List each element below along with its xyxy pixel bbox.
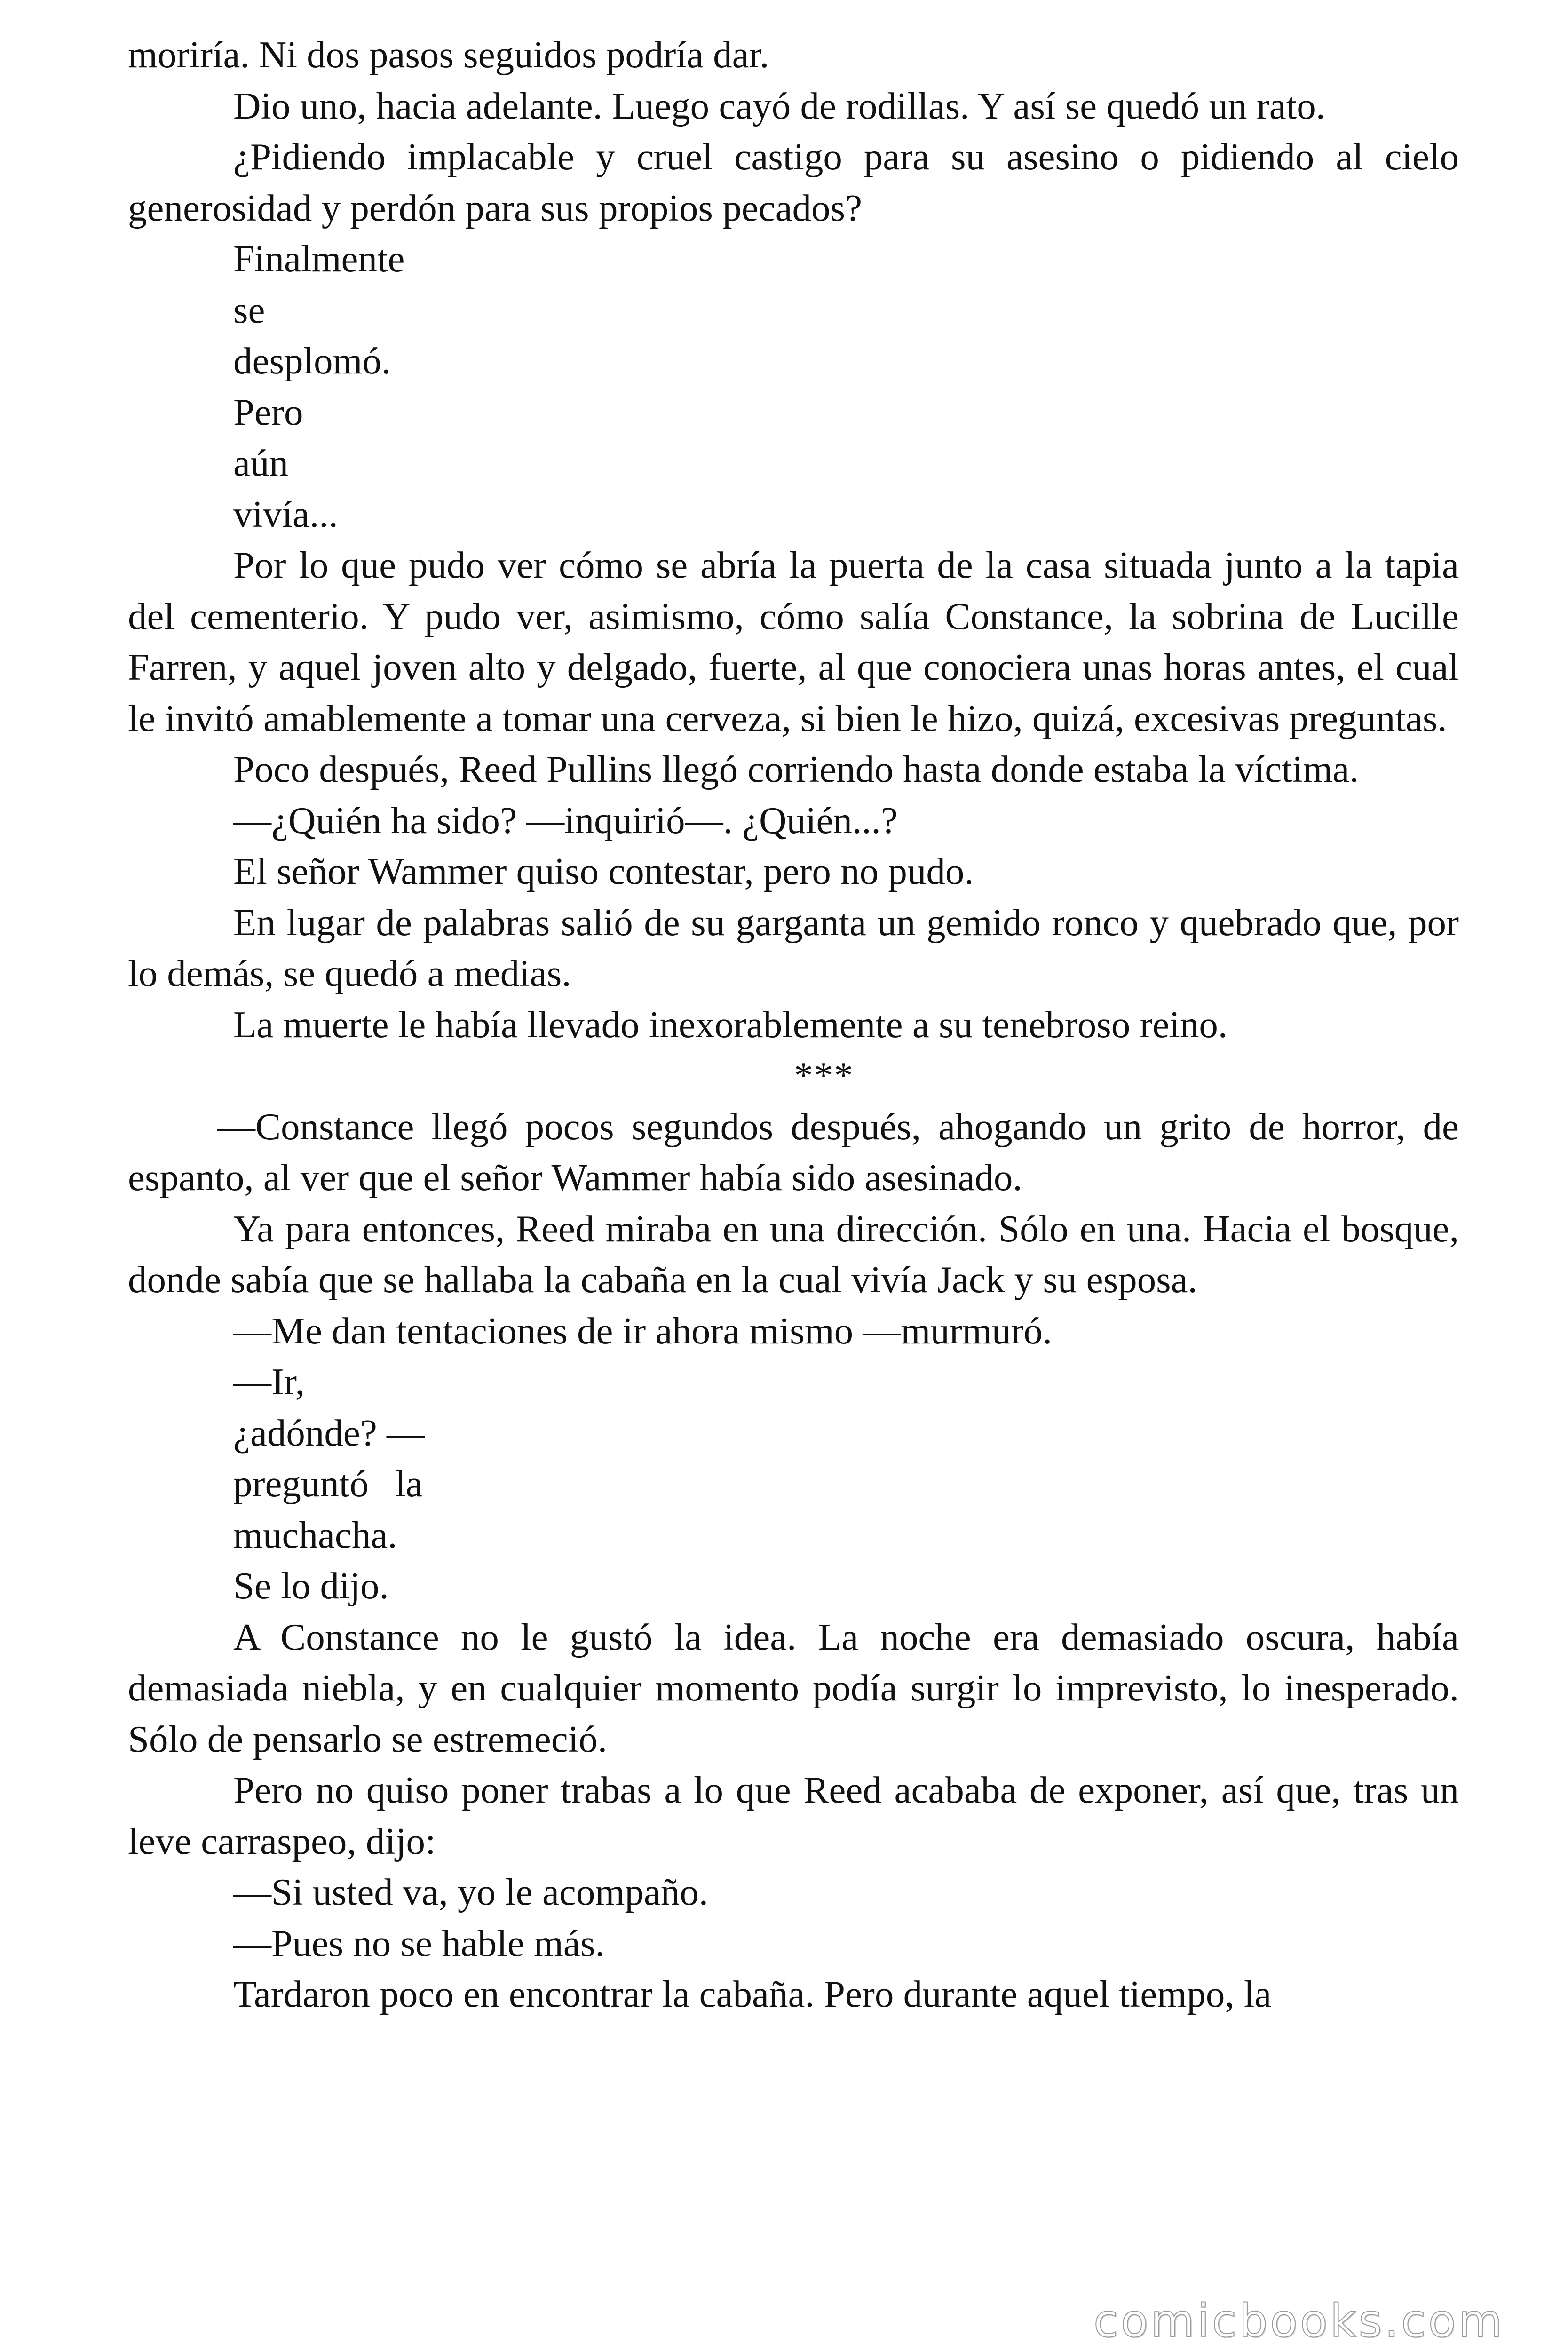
watermark: comicbooks.com bbox=[1093, 2295, 1505, 2347]
book-page bbox=[128, 29, 1459, 2020]
paragraph: Dio uno, hacia adelante. Luego cayó de rodillas. Y así se quedó un rato. bbox=[233, 84, 1325, 127]
paragraph: Se lo dijo. bbox=[233, 1565, 389, 1607]
paragraph: Poco después, Reed Pullins llegó corriendo hasta donde estaba la víctima. bbox=[233, 748, 1359, 790]
paragraph: El señor Wammer quiso contestar, pero no pudo. bbox=[233, 850, 974, 892]
section-break: *** bbox=[794, 1054, 854, 1097]
dialogue-line: muchacha. bbox=[233, 1513, 397, 1556]
paragraph: moriría. Ni dos pasos seguidos podría dar. bbox=[128, 33, 769, 76]
paragraph: Por lo que pudo ver cómo se abría la puerta de la casa situada junto a la tapia del cementerio. Y pudo ver, asimismo, cómo salía Constance, la sobrina de Lucille Farren, y aquel joven alto y delgado, fuerte, al que conociera unas horas antes, el cual le invitó amablemente a tomar una cerveza, si bien le hizo, quizá, excesivas preguntas. bbox=[128, 544, 1459, 739]
dialogue-line: —Ir, bbox=[233, 1360, 305, 1403]
dialogue-line: —¿Quién ha sido? —inquirió—. ¿Quién...? bbox=[233, 799, 898, 842]
paragraph: Finalmente bbox=[233, 238, 405, 280]
paragraph: —Constance llegó pocos segundos después, ahogando un grito de horror, de espanto, al ver que el señor Wammer había sido asesinado. bbox=[128, 1105, 1459, 1199]
paragraph: Pero no quiso poner trabas a lo que Reed acababa de exponer, así que, tras un leve carraspeo, dijo: bbox=[128, 1769, 1459, 1862]
paragraph: Ya para entonces, Reed miraba en una dirección. Sólo en una. Hacia el bosque, donde sabía que se hallaba la cabaña en la cual vivía Jack y su esposa. bbox=[128, 1207, 1459, 1301]
paragraph: A Constance no le gustó la idea. La noche era demasiado oscura, había demasiada niebla, y en cualquier momento podía surgir lo imprevisto, lo inesperado. Sólo de pensarlo se estremeció. bbox=[128, 1615, 1459, 1760]
dialogue-line: —Pues no se hable más. bbox=[233, 1922, 605, 1964]
paragraph: La muerte le había llevado inexorablemente a su tenebroso reino. bbox=[233, 1003, 1228, 1046]
dialogue-line: ¿adónde? — bbox=[233, 1411, 425, 1454]
paragraph: desplomó. bbox=[233, 340, 391, 382]
paragraph: aún bbox=[233, 442, 288, 484]
paragraph: se bbox=[233, 288, 265, 331]
dialogue-line: preguntó la bbox=[233, 1462, 423, 1505]
paragraph: Pero bbox=[233, 390, 303, 433]
paragraph: vivía... bbox=[233, 493, 338, 535]
paragraph: En lugar de palabras salió de su garganta un gemido ronco y quebrado que, por lo demás, se quedó a medias. bbox=[128, 901, 1459, 994]
dialogue-line: —Me dan tentaciones de ir ahora mismo —murmuró. bbox=[233, 1309, 1053, 1352]
dialogue-line: —Si usted va, yo le acompaño. bbox=[233, 1871, 709, 1913]
paragraph: ¿Pidiendo implacable y cruel castigo para su asesino o pidiendo al cielo generosidad y perdón para sus propios pecados? bbox=[128, 135, 1459, 229]
paragraph: Tardaron poco en encontrar la cabaña. Pero durante aquel tiempo, la bbox=[233, 1973, 1272, 2015]
